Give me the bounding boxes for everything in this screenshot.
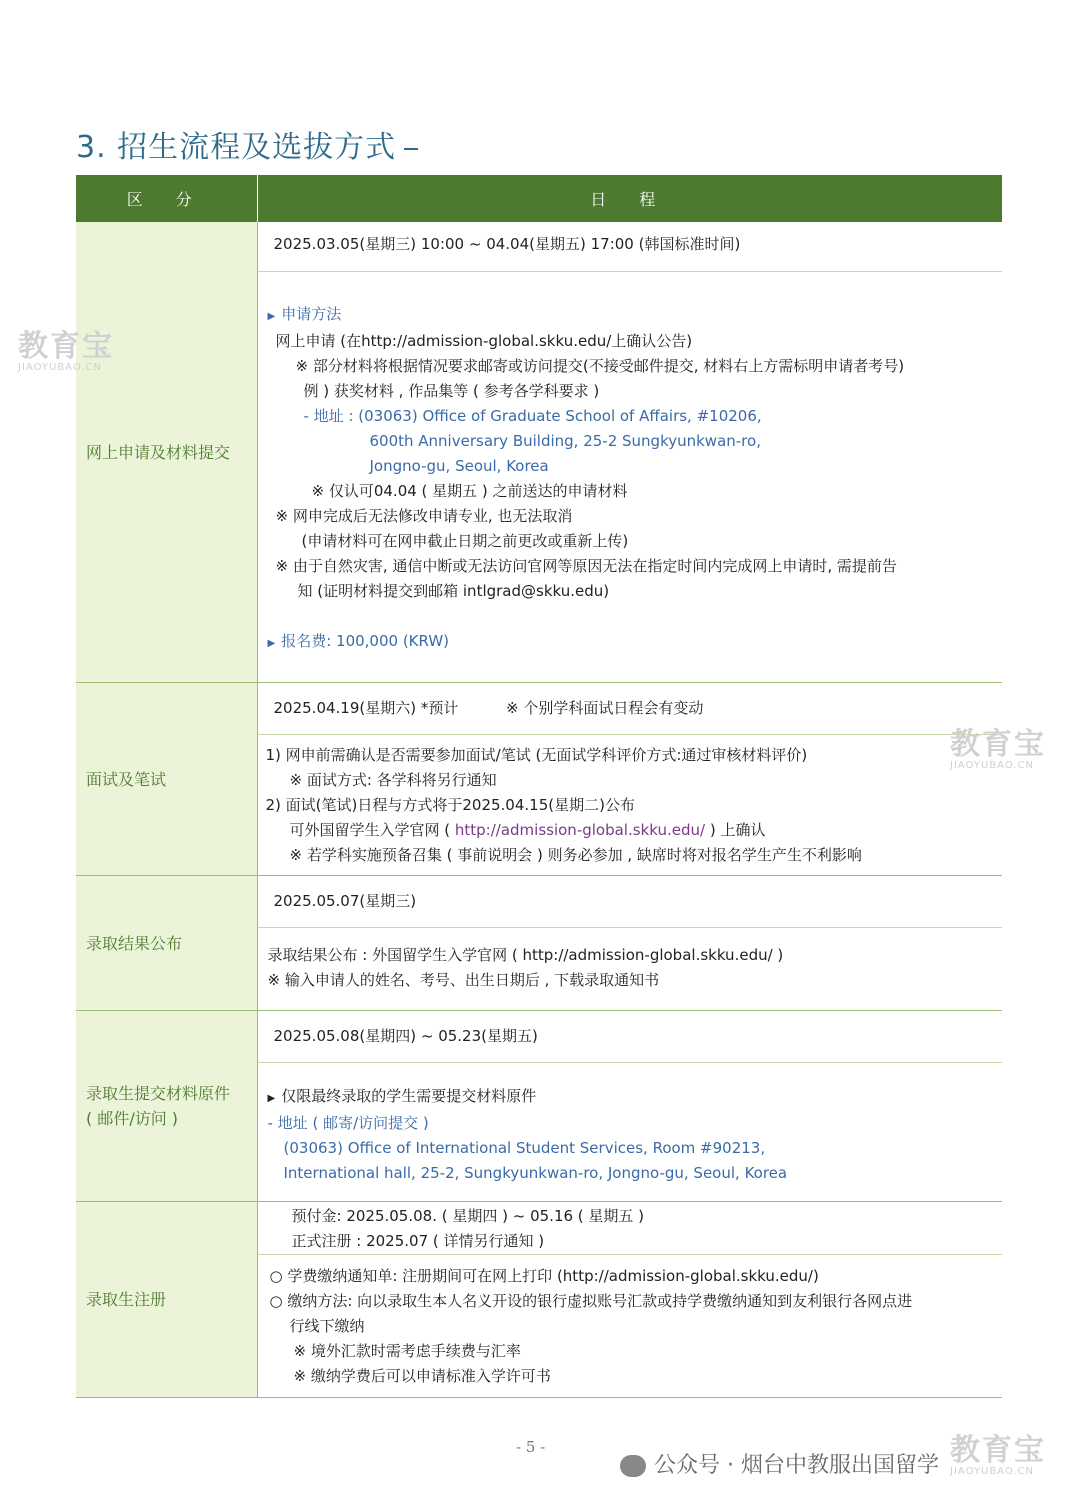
note-text: 录取结果公布 : 外国留学生入学官网 ( http://admission-global.skku.edu/ ) — [267, 946, 784, 964]
note-text: ※ 仅认可04.04 ( 星期五 ) 之前送达的申请材料 — [311, 482, 628, 500]
admission-link[interactable]: http://admission-global.skku.edu/ — [454, 821, 706, 839]
header-schedule: 日 程 — [257, 175, 1002, 222]
address-line: - 地址 : (03063) Office of Graduate School of Affairs, #10206, — [303, 407, 762, 425]
note-text: ※ 部分材料将根据情况要求邮寄或访问提交(不接受邮件提交, 材料右上方需标明申请者考号) — [295, 357, 905, 375]
triangle-bullet-icon: ▶ — [267, 311, 276, 322]
note-text: ○ 学费缴纳通知单: 注册期间可在网上打印 (http://admission-global.skku.edu/) — [269, 1267, 819, 1285]
note-text: ) 上确认 — [705, 821, 766, 839]
note-text: (申请材料可在网申截止日期之前更改或重新上传) — [301, 532, 629, 550]
fee-text: ▶ 报名费: 100,000 (KRW) — [267, 632, 450, 650]
row-label: 录取生注册 — [76, 1202, 257, 1398]
row-label: 面试及笔试 — [76, 683, 257, 876]
note-text: ※ 网申完成后无法修改申请专业, 也无法取消 — [275, 507, 573, 525]
note-text: ※ 面试方式: 各学科将另行通知 — [289, 771, 497, 789]
row-label: 录取结果公布 — [76, 876, 257, 1011]
footer-account: 公众号 · 烟台中教服出国留学 — [620, 1448, 939, 1479]
wechat-icon — [620, 1455, 646, 1477]
note-text: 行线下缴纳 — [289, 1317, 365, 1335]
watermark-logo: 教育宝 JIAOYUBAO.CN — [950, 1433, 1046, 1477]
header-category: 区 分 — [76, 175, 257, 222]
note-text: 可外国留学生入学官网 ( — [289, 821, 455, 839]
schedule-date: 2025.03.05(星期三) 10:00 ~ 04.04(星期五) 17:00 (韩国标准时间) — [273, 235, 741, 253]
schedule-date: 2025.04.19(星期六) *预计 ※ 个别学科面试日程会有变动 — [273, 699, 704, 717]
address-line: 600th Anniversary Building, 25-2 Sungkyunkwan-ro, — [369, 432, 761, 450]
note-text: ○ 缴纳方法: 向以录取生本人名义开设的银行虚拟账号汇款或持学费缴纳通知到友利银行各网点进 — [269, 1292, 913, 1310]
note-text: ※ 由于自然灾害, 通信中断或无法访问官网等原因无法在指定时间内完成网上申请时, 需提前告 — [275, 557, 897, 575]
address-line: International hall, 25-2, Sungkyunkwan-ro, Jongno-gu, Seoul, Korea — [283, 1164, 788, 1182]
note-text: ※ 境外汇款时需考虑手续费与汇率 — [293, 1342, 521, 1360]
note-text: 知 (证明材料提交到邮箱 intlgrad@skku.edu) — [297, 582, 610, 600]
triangle-bullet-icon: ▶ — [267, 1093, 276, 1104]
table-row — [76, 1011, 1002, 1202]
schedule-date: 预付金: 2025.05.08. ( 星期四 ) ~ 05.16 ( 星期五 ) — [291, 1207, 645, 1225]
schedule-date: 2025.05.07(星期三) — [273, 892, 417, 910]
note-text: ※ 输入申请人的姓名、考号、出生日期后 , 下载录取通知书 — [267, 971, 660, 989]
admission-schedule-table — [76, 175, 1002, 1398]
address-line: (03063) Office of International Student Services, Room #90213, — [283, 1139, 766, 1157]
triangle-bullet-icon: ▶ — [267, 638, 276, 649]
row-label: 录取生提交材料原件 ( 邮件/访问 ) — [76, 1011, 257, 1202]
note-text: 1) 网申前需确认是否需要参加面试/笔试 (无面试学科评价方式:通过审核材料评价) — [265, 746, 808, 764]
row-label: 网上申请及材料提交 — [76, 222, 257, 683]
schedule-date: 正式注册 : 2025.07 ( 详情另行通知 ) — [291, 1232, 545, 1250]
note-text: ※ 缴纳学费后可以申请标准入学许可书 — [293, 1367, 551, 1385]
section-title: 3. 招生流程及选拔方式 — [76, 122, 418, 166]
note-text: 2) 面试(笔试)日程与方式将于2025.04.15(星期二)公布 — [265, 796, 635, 814]
note-text: ※ 若学科实施预备召集 ( 事前说明会 ) 则务必参加 , 缺席时将对报名学生产生不利影响 — [289, 846, 862, 864]
address-line: Jongno-gu, Seoul, Korea — [369, 457, 549, 475]
table-row — [76, 876, 1002, 1011]
schedule-date: 2025.05.08(星期四) ~ 05.23(星期五) — [273, 1027, 538, 1045]
page-number: - 5 - — [516, 1438, 546, 1456]
watermark-logo: 教育宝 JIAOYUBAO.CN — [950, 727, 1046, 771]
online-apply-text: 网上申请 (在http://admission-global.skku.edu/上确认公告) — [275, 332, 693, 350]
watermark-logo: 教育宝 JIAOYUBAO.CN — [18, 329, 114, 373]
method-heading: ▶ 申请方法 — [267, 305, 342, 323]
note-text: ▶ 仅限最终录取的学生需要提交材料原件 — [267, 1087, 537, 1105]
note-text: 例 ) 获奖材料 , 作品集等 ( 参考各学科要求 ) — [303, 382, 600, 400]
table-row — [76, 222, 1002, 683]
table-row — [76, 1202, 1002, 1398]
address-heading: - 地址 ( 邮寄/访问提交 ) — [267, 1114, 429, 1132]
table-row — [76, 683, 1002, 876]
